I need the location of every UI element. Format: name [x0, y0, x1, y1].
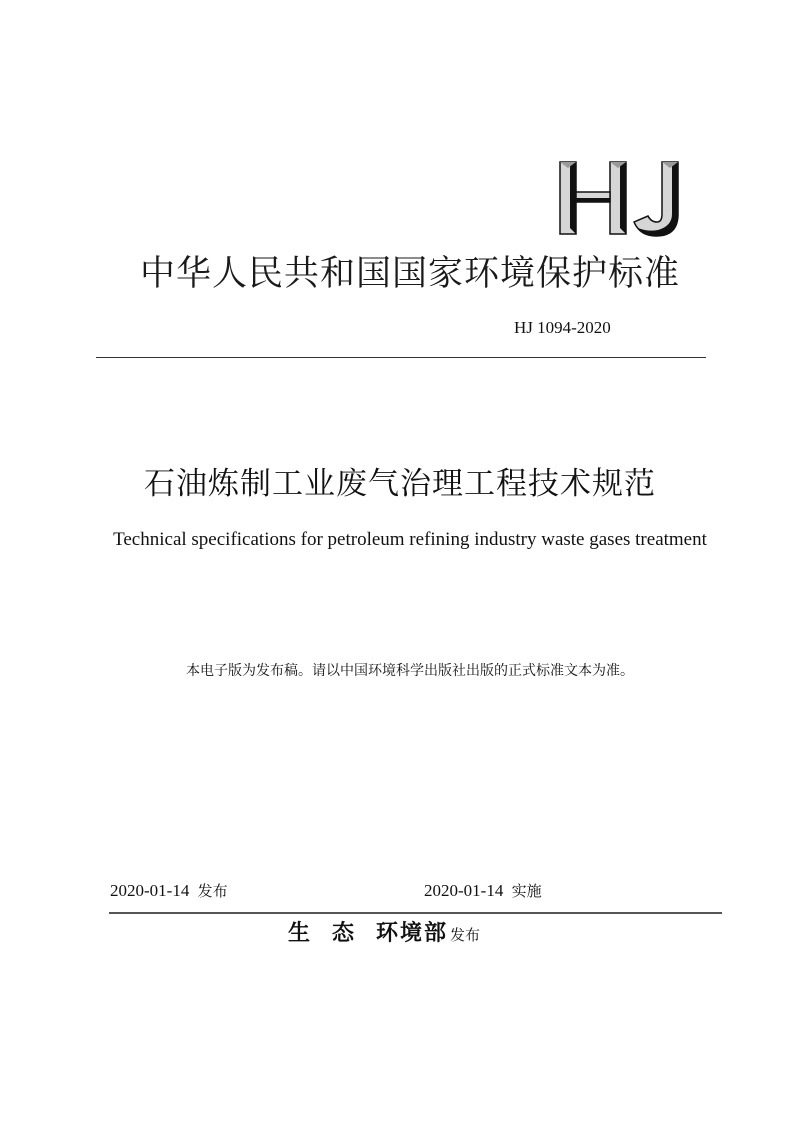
issue-date: 2020-01-14: [110, 881, 190, 900]
issuer-part-2: 态: [332, 921, 355, 946]
standard-number: HJ 1094-2020: [514, 318, 611, 337]
implement-date-block: [424, 880, 542, 901]
issue-date-block: [110, 880, 228, 901]
edition-note: 本电子版为发布稿。请以中国环境科学出版社出版的正式标准文本为准。: [186, 663, 634, 679]
header-divider: [96, 357, 706, 358]
implement-label: 实施: [511, 882, 542, 900]
hj-logo: [556, 158, 686, 238]
organization-text: 中华人民共和国国家环境保护标准: [139, 254, 680, 294]
implement-date: 2020-01-14: [424, 881, 504, 900]
organization-heading: [0, 246, 800, 296]
title-chinese: 石油炼制工业废气治理工程技术规范: [144, 466, 656, 502]
issuer-part-3: 环境部: [376, 921, 449, 946]
issuer: [288, 916, 480, 947]
footer-divider: [109, 912, 722, 914]
title-english: Technical specifications for petroleum refining industry waste gases treatment: [113, 529, 707, 550]
issuer-suffix: 发布: [450, 926, 481, 944]
issuer-part-1: 生: [288, 921, 311, 946]
issue-label: 发布: [197, 882, 228, 900]
hj-logo-icon: [556, 158, 686, 238]
